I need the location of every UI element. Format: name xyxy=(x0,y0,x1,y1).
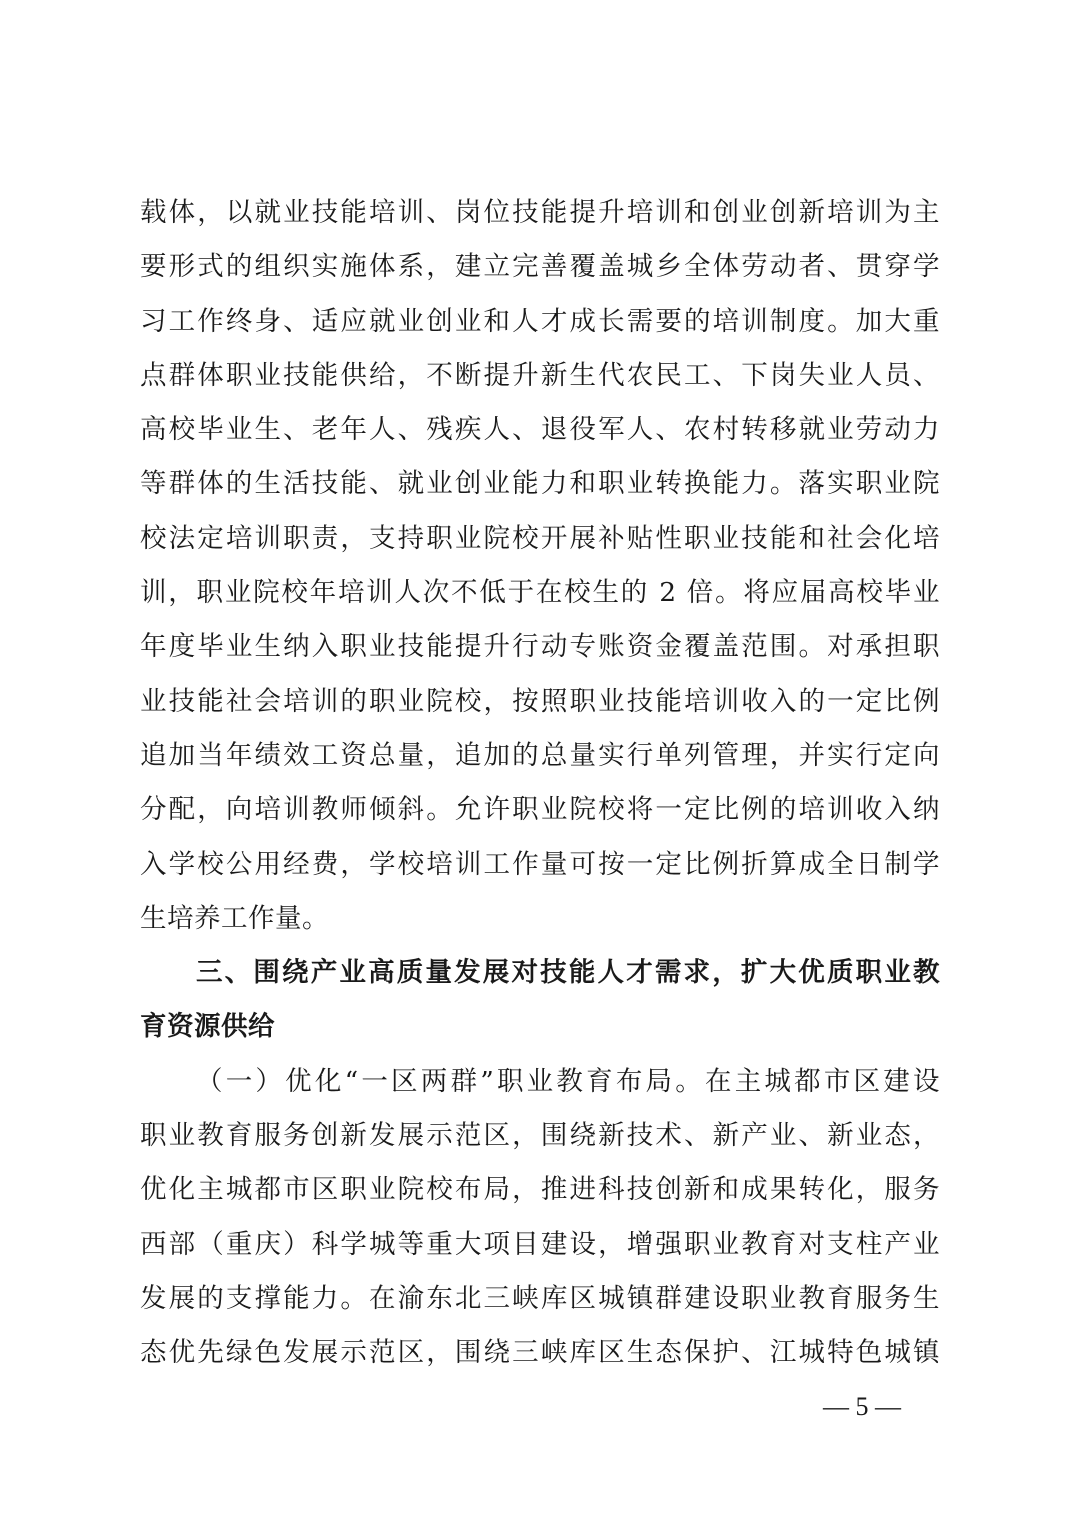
text-line: 追加当年绩效工资总量，追加的总量实行单列管理，并实行定向 xyxy=(140,739,940,771)
text-line: 训，职业院校年培训人次不低于在校生的 2 倍。将应届高校毕业 xyxy=(140,577,940,609)
text-line: 载体，以就业技能培训、岗位技能提升培训和创业创新培训为主 xyxy=(140,197,940,228)
text-line: 年度毕业生纳入职业技能提升行动专账资金覆盖范围。对承担职 xyxy=(140,631,940,663)
text-line: 优化主城都市区职业院校布局，推进科技创新和成果转化，服务 xyxy=(140,1174,940,1206)
text-line: 点群体职业技能供给，不断提升新生代农民工、下岗失业人员、 xyxy=(140,359,940,391)
text-line: 等群体的生活技能、就业创业能力和职业转换能力。落实职业院 xyxy=(140,468,940,500)
page-number: — 5 — xyxy=(823,1392,901,1421)
text-line: 要形式的组织实施体系，建立完善覆盖城乡全体劳动者、贯穿学 xyxy=(140,251,940,283)
text-line: 西部（重庆）科学城等重大项目建设，增强职业教育对支柱产业 xyxy=(140,1228,940,1260)
text-line: 校法定培训职责，支持职业院校开展补贴性职业技能和社会化培 xyxy=(140,522,940,554)
document-body xyxy=(140,186,940,1381)
text-line: 习工作终身、适应就业创业和人才成长需要的培训制度。加大重 xyxy=(140,305,940,337)
text-line: 业技能社会培训的职业院校，按照职业技能培训收入的一定比例 xyxy=(140,685,940,717)
section-heading-line: 三、围绕产业高质量发展对技能人才需求，扩大优质职业教 xyxy=(196,957,940,989)
section-heading-line: 育资源供给 xyxy=(140,1011,275,1043)
text-line: 生培养工作量。 xyxy=(140,902,329,934)
text-line: （一）优化“一区两群”职业教育布局。在主城都市区建设 xyxy=(196,1065,940,1097)
text-line: 职业教育服务创新发展示范区，围绕新技术、新产业、新业态， xyxy=(140,1120,940,1152)
text-line: 态优先绿色发展示范区，围绕三峡库区生态保护、江城特色城镇 xyxy=(140,1337,940,1369)
text-line: 入学校公用经费，学校培训工作量可按一定比例折算成全日制学 xyxy=(140,848,940,880)
text-line: 分配，向培训教师倾斜。允许职业院校将一定比例的培训收入纳 xyxy=(140,794,940,826)
text-line: 高校毕业生、老年人、残疾人、退役军人、农村转移就业劳动力 xyxy=(140,414,940,446)
text-line: 发展的支撑能力。在渝东北三峡库区城镇群建设职业教育服务生 xyxy=(140,1282,940,1314)
